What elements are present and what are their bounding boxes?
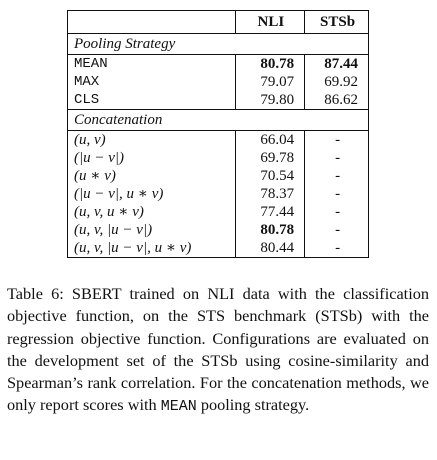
method-cell: (u, v, u ∗ v)	[68, 203, 236, 221]
table-row	[68, 55, 369, 74]
stsb-score-cell: 69.92	[305, 73, 369, 91]
stsb-score-cell: -	[305, 131, 369, 150]
stsb-score-cell: -	[305, 185, 369, 203]
table-row	[68, 167, 369, 185]
method-cell: (u ∗ v)	[68, 167, 236, 185]
stsb-score-cell: -	[305, 149, 369, 167]
nli-score-cell: 77.44	[235, 203, 305, 221]
stsb-score-cell: 86.62	[305, 91, 369, 110]
table-header-row	[68, 11, 369, 34]
nli-score-cell: 80.78	[235, 221, 305, 239]
results-table-container	[67, 10, 369, 258]
nli-score-cell: 78.37	[235, 185, 305, 203]
stsb-score-cell: -	[305, 167, 369, 185]
nli-score-cell: 70.54	[235, 167, 305, 185]
section-row-concatenation	[68, 110, 369, 131]
table-row	[68, 239, 369, 258]
method-cell: MAX	[68, 73, 236, 91]
table-row	[68, 131, 369, 150]
table-row	[68, 221, 369, 239]
table-row	[68, 203, 369, 221]
stsb-score-cell: 87.44	[305, 55, 369, 74]
caption-text-end: pooling strategy.	[196, 395, 310, 415]
caption-text: Table 6: SBERT trained on NLI data with the classification objective function, on the STS benchmark (STSb) with the regression objective function. Configurations are evaluated on the development set of the STSb using cosine-similarity and Spearman’s rank correlation. For the concatenation methods, we only report scores with	[7, 284, 429, 415]
nli-score-cell: 80.78	[235, 55, 305, 74]
nli-score-cell: 79.07	[235, 73, 305, 91]
table-row	[68, 73, 369, 91]
method-cell: (u, v, |u − v|, u ∗ v)	[68, 239, 236, 258]
section-title-pooling: Pooling Strategy	[68, 34, 369, 55]
header-method	[68, 11, 236, 34]
table-row	[68, 91, 369, 110]
method-cell: CLS	[68, 91, 236, 110]
nli-score-cell: 66.04	[235, 131, 305, 150]
method-cell: (|u − v|, u ∗ v)	[68, 185, 236, 203]
nli-score-cell: 79.80	[235, 91, 305, 110]
header-nli: NLI	[235, 11, 305, 34]
stsb-score-cell: -	[305, 239, 369, 258]
table-caption	[7, 283, 429, 419]
results-table	[67, 10, 369, 258]
header-stsb: STSb	[305, 11, 369, 34]
section-row-pooling	[68, 34, 369, 55]
table-row	[68, 149, 369, 167]
method-cell: (|u − v|)	[68, 149, 236, 167]
method-cell: MEAN	[68, 55, 236, 74]
stsb-score-cell: -	[305, 221, 369, 239]
table-row	[68, 185, 369, 203]
method-cell: (u, v)	[68, 131, 236, 150]
section-title-concatenation: Concatenation	[68, 110, 369, 131]
nli-score-cell: 80.44	[235, 239, 305, 258]
stsb-score-cell: -	[305, 203, 369, 221]
method-cell: (u, v, |u − v|)	[68, 221, 236, 239]
nli-score-cell: 69.78	[235, 149, 305, 167]
caption-pooling-term: MEAN	[160, 398, 197, 416]
